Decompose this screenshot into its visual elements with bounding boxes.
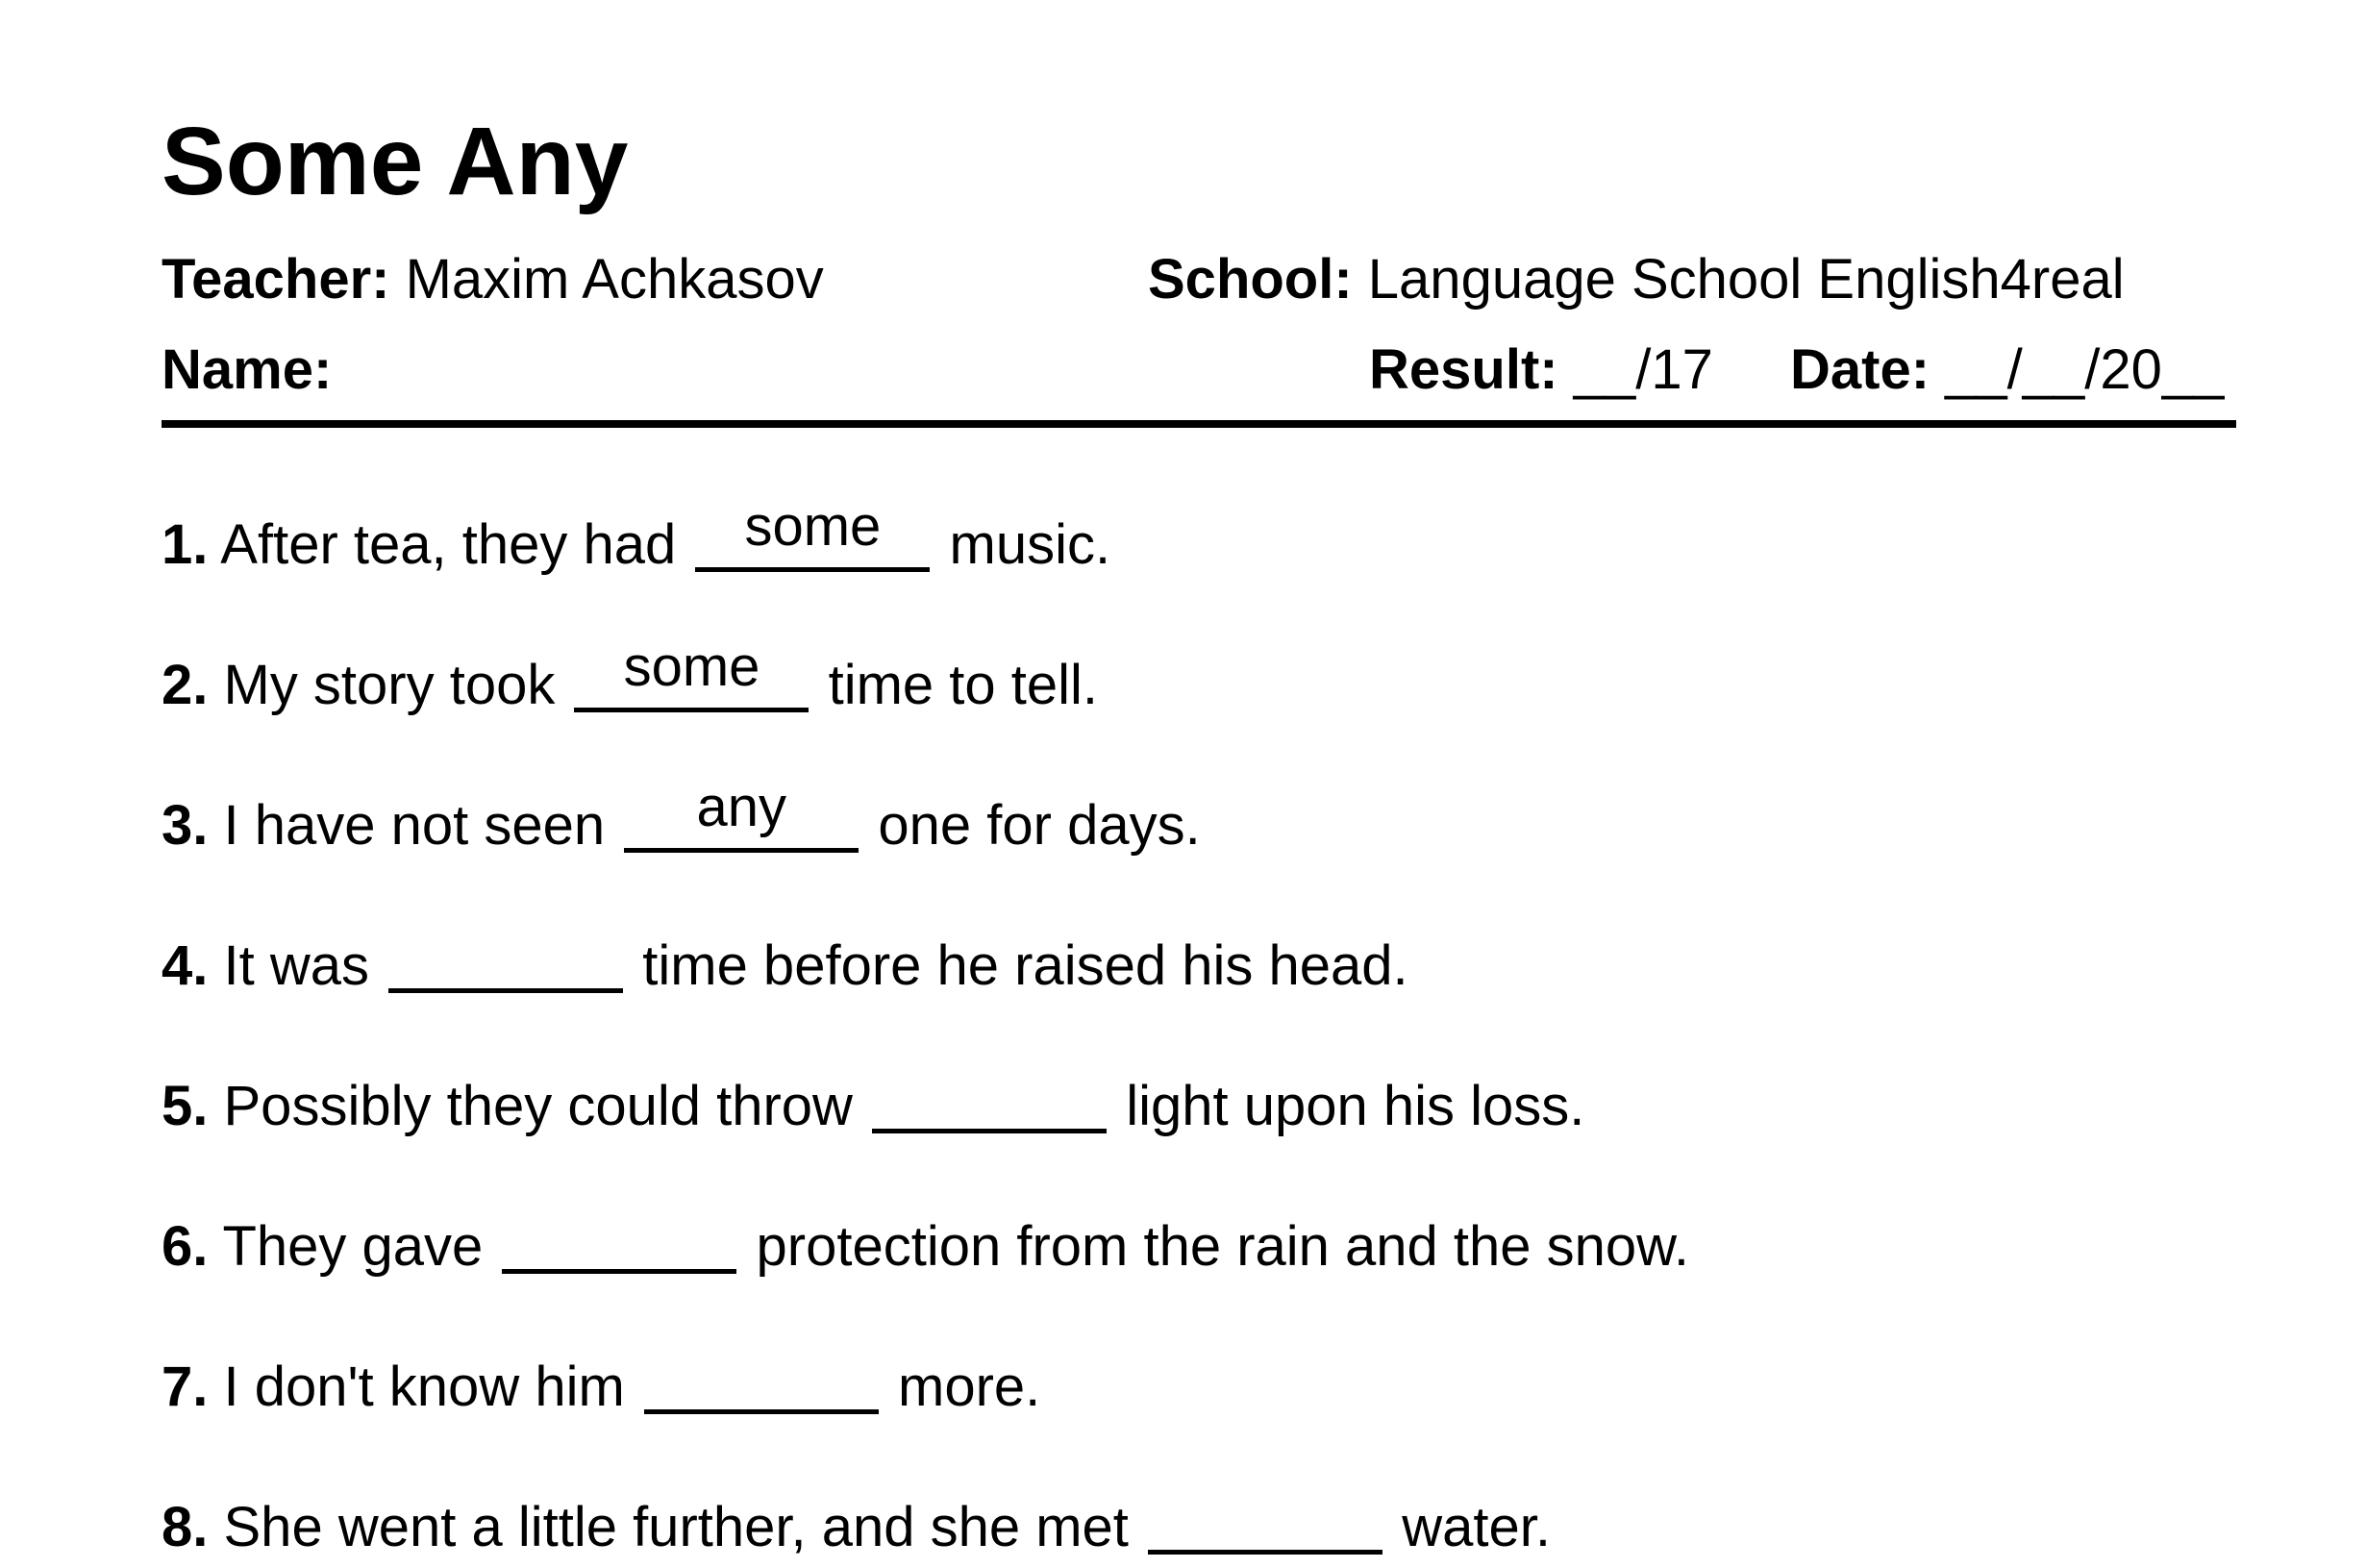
- date-label: Date:: [1790, 338, 1930, 401]
- answer-text: some: [623, 635, 760, 698]
- question-text-after: one for days.: [878, 794, 1201, 857]
- question-text-before: I have not seen: [223, 794, 606, 857]
- result-line: [1369, 338, 1713, 401]
- answer-text: any: [696, 775, 787, 838]
- question-item: [162, 635, 1099, 716]
- question-number: 8.: [162, 1496, 209, 1558]
- teacher-value: Maxim Achkasov: [405, 248, 824, 311]
- result-label: Result:: [1369, 338, 1558, 401]
- question-text-after: time before he raised his head.: [642, 934, 1408, 997]
- question-text-after: light upon his loss.: [1126, 1075, 1585, 1137]
- school-line: [1148, 248, 2125, 311]
- question-number: 1.: [162, 513, 209, 576]
- date-line: [1790, 338, 2225, 401]
- answer-blank[interactable]: [574, 635, 809, 704]
- question-item: [162, 1490, 1551, 1556]
- question-text-after: water.: [1402, 1496, 1551, 1558]
- question-text-before: It was: [223, 934, 369, 997]
- question-text-after: time to tell.: [828, 654, 1099, 716]
- question-item: [162, 1209, 1689, 1278]
- question-item: [162, 929, 1408, 997]
- question-number: 3.: [162, 794, 209, 857]
- name-line: [162, 338, 333, 401]
- teacher-line: [162, 248, 824, 311]
- question-number: 2.: [162, 654, 209, 716]
- header-divider: [162, 420, 2236, 428]
- answer-blank[interactable]: [624, 775, 859, 844]
- question-text-after: protection from the rain and the snow.: [756, 1215, 1689, 1278]
- school-value: Language School English4real: [1367, 248, 2125, 311]
- question-number: 4.: [162, 934, 209, 997]
- question-text-before: After tea, they had: [220, 513, 677, 576]
- question-item: [162, 775, 1201, 857]
- question-text-after: more.: [898, 1356, 1041, 1418]
- question-text-before: They gave: [222, 1215, 484, 1278]
- question-item: [162, 1069, 1585, 1137]
- date-value: __/__/20__: [1945, 338, 2225, 401]
- page-title: Some Any: [162, 108, 629, 215]
- question-item: [162, 494, 1111, 576]
- answer-text: some: [744, 494, 882, 558]
- question-text-before: She went a little further, and she met: [223, 1496, 1129, 1558]
- question-text-before: My story took: [223, 654, 556, 716]
- answer-blank[interactable]: [1148, 1490, 1382, 1546]
- answer-blank[interactable]: [872, 1069, 1107, 1125]
- school-label: School:: [1148, 248, 1353, 311]
- question-number: 5.: [162, 1075, 209, 1137]
- answer-blank[interactable]: [502, 1209, 736, 1265]
- question-text-before: I don't know him: [223, 1356, 625, 1418]
- name-label: Name:: [162, 338, 333, 401]
- answer-blank[interactable]: [695, 494, 930, 563]
- teacher-label: Teacher:: [162, 248, 390, 311]
- result-value: __/17: [1573, 338, 1713, 401]
- question-item: [162, 1350, 1041, 1418]
- question-number: 6.: [162, 1215, 209, 1278]
- question-number: 7.: [162, 1356, 209, 1418]
- answer-blank[interactable]: [388, 929, 623, 984]
- question-text-before: Possibly they could throw: [223, 1075, 853, 1137]
- question-text-after: music.: [949, 513, 1111, 576]
- answer-blank[interactable]: [644, 1350, 879, 1406]
